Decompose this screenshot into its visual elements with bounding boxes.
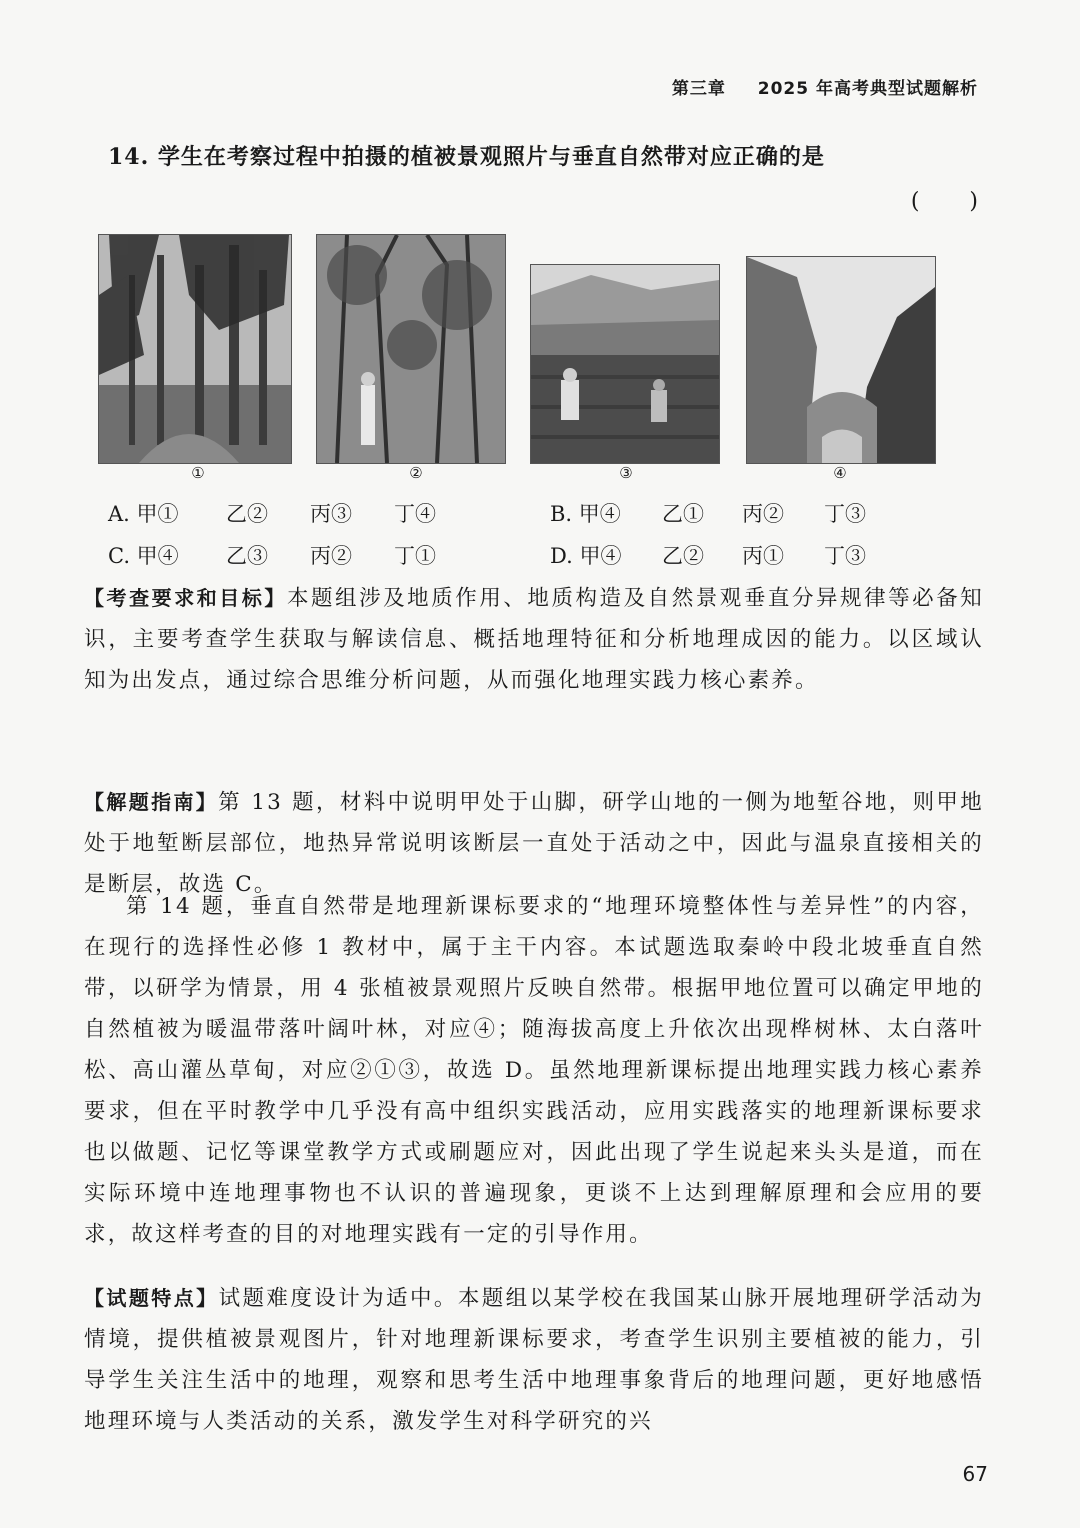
section-guide-tag: 【解题指南】	[84, 790, 219, 814]
photo-valley	[746, 256, 936, 464]
question-stem: 14. 学生在考察过程中拍摄的植被景观照片与垂直自然带对应正确的是	[108, 144, 825, 170]
section-features-tag: 【试题特点】	[84, 1286, 219, 1310]
section-q14-analysis: 第 14 题，垂直自然带是地理新课标要求的“地理环境整体性与差异性”的内容，在现行的选择性必修 1 教材中，属于主干内容。本试题选取秦岭中段北坡垂直自然带，以研学为情景，用 4 张植被景观照片反映自然带。根据甲地位置可以确定甲地的自然植被为暖温带落叶阔叶林，对应④；随海拔高度上升依次出现桦树林、太白落叶松、高山灌丛草甸，对应②①③，故选 D。虽然地理新课标提出地理实践力核心素养要求，但在平时教学中几乎没有高中组织实践活动，应用实践落实的地理新课标要求也以做题、记忆等课堂教学方式或刷题应对，因此出现了学生说起来头头是道，而在实际环境中连地理事物也不认识的普遍现象，更谈不上达到理解原理和会应用的要求，故这样考查的目的对地理实践有一定的引导作用。	[84, 894, 984, 1247]
photo-label-3: ③	[619, 464, 633, 482]
photo-label-1: ①	[191, 464, 205, 482]
section-features-text: 试题难度设计为适中。本题组以某学校在我国某山脉开展地理研学活动为情境，提供植被景观图片，针对地理新课标要求，考查学生识别主要植被的能力，引导学生关注生活中的地理，观察和思考生活中地理事象背后的地理问题，更好地感悟地理环境与人类活动的关系，激发学生对科学研究的兴	[84, 1286, 984, 1434]
running-header	[672, 74, 978, 99]
photo-label-4: ④	[833, 464, 847, 482]
section-features	[84, 1278, 984, 1442]
section-requirements-text: 本题组涉及地质作用、地质构造及自然景观垂直分异规律等必备知识，主要考查学生获取与解读信息、概括地理特征和分析地理成因的能力。以区域认知为出发点，通过综合思维分析问题，从而强化地理实践力核心素养。	[84, 586, 984, 693]
page-number: 67	[962, 1462, 988, 1486]
section-requirements-tag: 【考查要求和目标】	[84, 586, 287, 610]
photo-label-2: ②	[409, 464, 423, 482]
book-title: 2025 年高考典型试题解析	[757, 79, 978, 99]
photo-coniferous-forest	[98, 234, 292, 464]
answer-paren: ( )	[910, 189, 980, 214]
photo-birch-forest	[316, 234, 506, 464]
section-requirements	[84, 578, 984, 701]
photo-alpine-meadow	[530, 264, 720, 464]
section-guide-text: 第 13 题，材料中说明甲处于山脚，研学山地的一侧为地堑谷地，则甲地处于地堑断层部位，地热异常说明该断层一直处于活动之中，因此与温泉直接相关的是断层，故选 C。	[84, 790, 984, 897]
chapter-label: 第三章	[671, 79, 726, 99]
